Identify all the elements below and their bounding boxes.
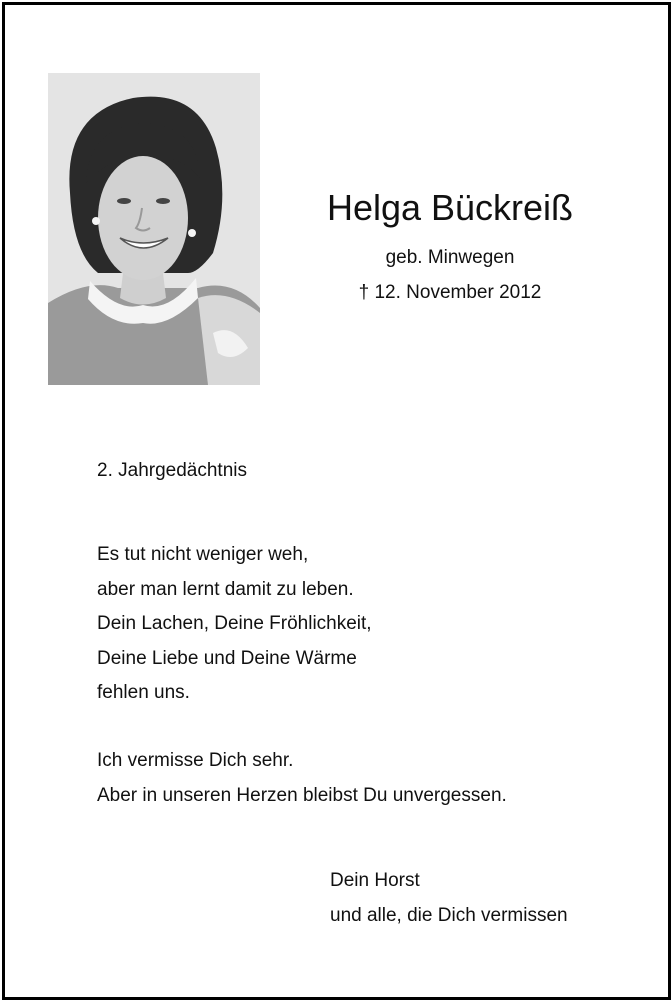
deceased-name: Helga Bückreiß (326, 187, 574, 228)
poem (97, 538, 372, 711)
closing-text (97, 744, 507, 813)
poem-line: Deine Liebe und Deine Wärme (97, 647, 357, 669)
signature (330, 864, 568, 933)
anniversary-heading: 2. Jahrgedächtnis (97, 460, 247, 481)
death-date: † 12. November 2012 (358, 282, 542, 303)
maiden-name: geb. Minwegen (385, 247, 515, 268)
poem-line: Dein Lachen, Deine Fröhlichkeit, (97, 613, 372, 634)
signature-line: Dein Horst (330, 870, 420, 891)
poem-line: Es tut nicht weniger weh, (97, 544, 309, 565)
signature-line: und alle, die Dich vermissen (330, 904, 568, 926)
poem-line: aber man lernt damit zu leben. (97, 578, 354, 600)
closing-line: Aber in unseren Herzen bleibst Du unvergessen. (97, 784, 507, 806)
portrait-photo (48, 73, 260, 385)
closing-line: Ich vermisse Dich sehr. (97, 750, 294, 771)
poem-line: fehlen uns. (97, 682, 190, 703)
